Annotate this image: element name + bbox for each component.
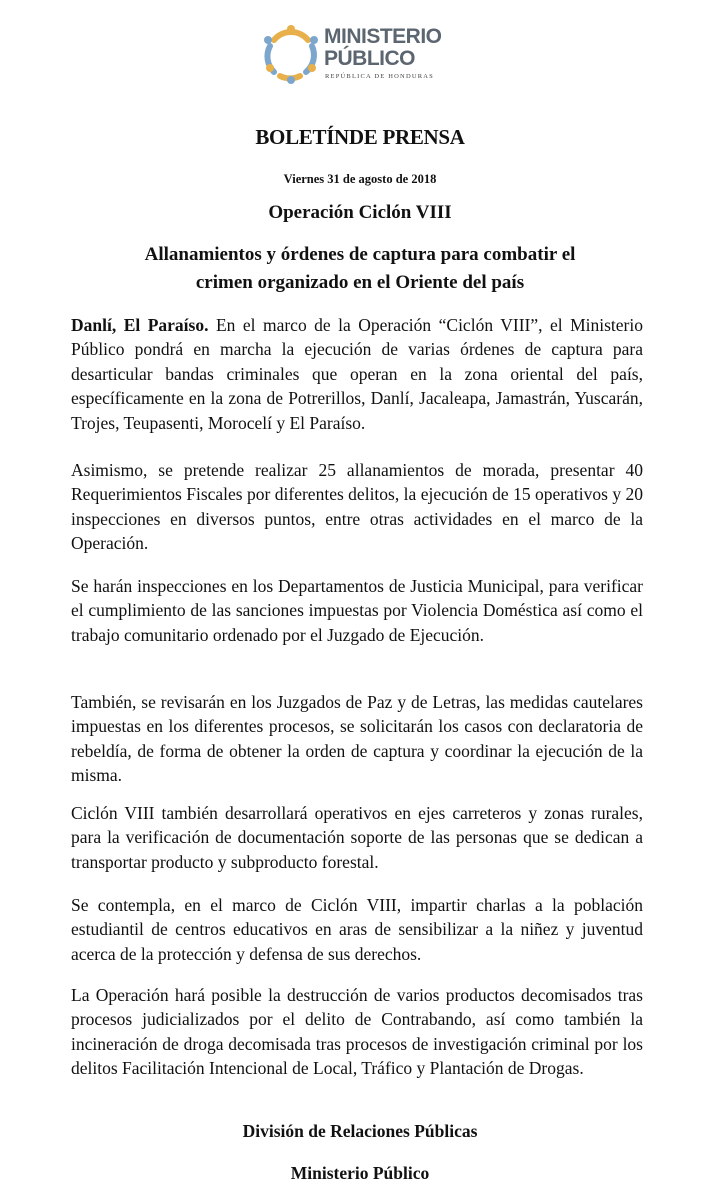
logo-line2: PÚBLICO [324,47,415,70]
logo-line1: MINISTERIO [324,25,442,48]
paragraph-6: Se contempla, en el marco de Ciclón VIII, impartir charlas a la población estudiantil de centros educativos en aras de sensibilizar a la niñez y juventud acerca de la protección y defensa de sus derechos. [71,895,643,964]
paragraph-1 [71,313,643,435]
logo-emblem-icon [262,22,320,84]
paragraph-5: Ciclón VIII también desarrollará operativos en ejes carreteros y zonas rurales, para la verificación de documentación soporte de las personas que se dedican a transportar producto y subproducto forestal. [71,803,643,872]
paragraph-3: Se harán inspecciones en los Departamentos de Justicia Municipal, para verificar el cumplimiento de las sanciones impuestas por Violencia Doméstica así como el trabajo comunitario ordenado por el Juzgado de Ejecución. [71,576,643,645]
signature-division: División de Relaciones Públicas [242,1121,478,1141]
dateline: Danlí, El Paraíso. [71,315,209,335]
subtitle-line2: crimen organizado en el Oriente del país [195,272,525,293]
press-release-title: BOLETÍNDE PRENSA [255,125,465,149]
subtitle-line1: Allanamientos y órdenes de captura para combatir el [144,244,576,265]
paragraph-7: La Operación hará posible la destrucción de varios productos decomisados tras procesos judicializados por el delito de Contrabando, así como también la incineración de droga decomisada tras procesos de investigación criminal por los delitos Facilitación Intencional de Local, Tráfico y Plantación de Drogas. [71,985,643,1079]
paragraph-1-text: En el marco de la Operación “Ciclón VIII”, el Ministerio Público pondrá en marcha la ejecución de varias órdenes de captura para desarticular bandas criminales que operan en la zona oriental del país, específicamente en la zona de Potrerillos, Danlí, Jacaleapa, Jamastrán, Yuscarán, Trojes, Teupasenti, Morocelí y El Paraíso. [71,315,643,433]
logo-line3: REPÚBLICA DE HONDURAS [325,73,434,80]
paragraph-4: También, se revisarán en los Juzgados de Paz y de Letras, las medidas cautelares impuestas en los diferentes procesos, se solicitarán los casos con declaratoria de rebeldía, de forma de obtener la orden de captura y coordinar la ejecución de la misma. [71,692,643,786]
signature-institution: Ministerio Público [290,1163,430,1183]
ministerio-publico-logo [262,22,462,92]
release-subtitle [0,241,720,297]
release-date: Viernes 31 de agosto de 2018 [283,172,437,186]
operation-name: Operación Ciclón VIII [268,202,452,223]
paragraph-2: Asimismo, se pretende realizar 25 allanamientos de morada, presentar 40 Requerimientos Fiscales por diferentes delitos, la ejecución de 15 operativos y 20 inspecciones en diversos puntos, entre otras actividades en el marco de la Operación. [71,460,643,554]
